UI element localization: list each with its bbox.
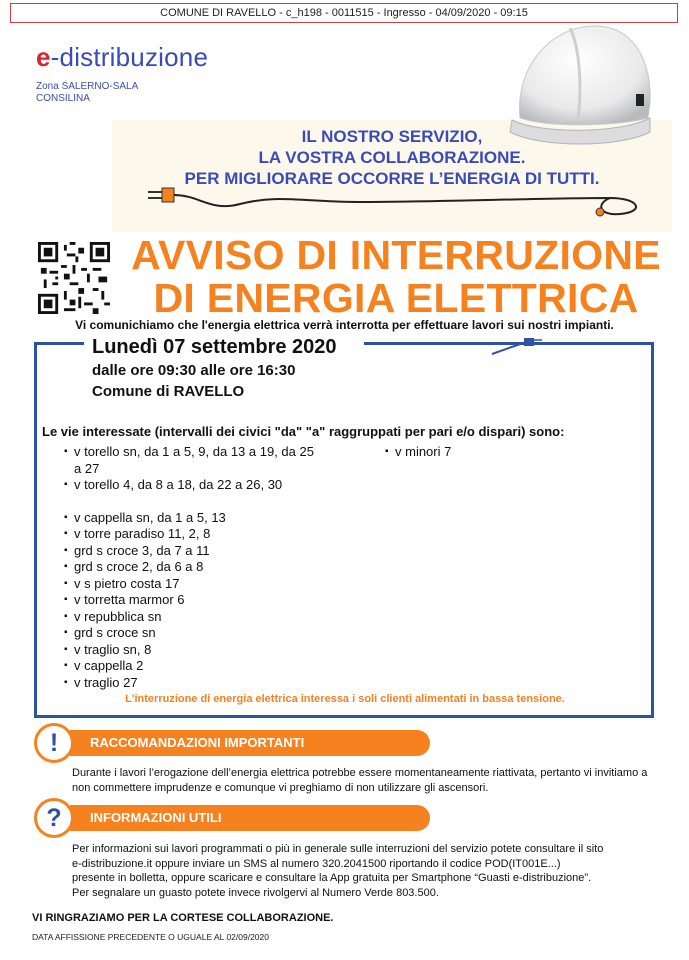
slogan-line: IL NOSTRO SERVIZIO, — [301, 127, 483, 146]
headline-line: AVVISO DI INTERRUZIONE — [131, 232, 661, 278]
zone-label: Zona SALERNO-SALA CONSILINA — [36, 81, 138, 104]
info-line: e-distribuzione.it oppure inviare un SMS al numero 320.2041500 riportando il codice POD(IT001E...) — [72, 857, 561, 870]
protocol-stamp: COMUNE DI RAVELLO - c_h198 - 0011515 - Ingresso - 04/09/2020 - 09:15 — [10, 3, 678, 23]
street-item: ▪ grd s croce 3, da 7 a 11 — [64, 543, 324, 560]
streets-intro: Le vie interessate (intervalli dei civici "da" "a" raggruppati per pari e/o dispari) sono: — [42, 424, 565, 439]
info-text — [72, 842, 672, 900]
street-item: ▪ v traglio sn, 8 — [64, 642, 324, 659]
slogan-line: PER MIGLIORARE OCCORRE L’ENERGIA DI TUTTI. — [184, 169, 600, 188]
headline-line: DI ENERGIA ELETTRICA — [153, 275, 639, 321]
info-line: Per informazioni sui lavori programmati o più in generale sulle interruzioni del servizio potete consultare il sito — [72, 843, 604, 855]
street-item: ▪ v s pietro costa 17 — [64, 576, 324, 593]
street-item: ▪ v cappella sn, da 1 a 5, 13 — [64, 510, 324, 527]
interruption-date: Lunedì 07 settembre 2020 — [92, 336, 337, 358]
cable-decoration — [488, 334, 548, 358]
intro-text: Vi comunichiamo che l'energia elettrica verrà interrotta per effettuare lavori sui nostri impianti. — [75, 318, 614, 332]
posting-date: DATA AFFISSIONE PRECEDENTE O UGUALE AL 02/09/2020 — [32, 932, 269, 942]
question-mark-icon: ? — [34, 798, 74, 838]
cable-plug-decoration — [140, 172, 660, 222]
thanks-text: VI RINGRAZIAMO PER LA CORTESE COLLABORAZIONE. — [32, 912, 334, 924]
street-item: ▪ grd s croce sn — [64, 625, 324, 642]
street-item: ▪ v torello 4, da 8 a 18, da 22 a 26, 30 — [64, 477, 324, 494]
street-item: ▪ v minori 7 — [385, 444, 451, 461]
street-item: ▪ v torretta marmor 6 — [64, 592, 324, 609]
recommendations-title: RACCOMANDAZIONI IMPORTANTI — [70, 730, 430, 756]
street-item: ▪ v traglio 27 — [64, 675, 324, 692]
street-item: ▪ grd s croce 2, da 6 a 8 — [64, 559, 324, 576]
street-item: ▪ v torre paradiso 11, 2, 8 — [64, 526, 324, 543]
street-item: ▪ v torello sn, da 1 a 5, 9, da 13 a 19, da 25 a 27 — [64, 444, 324, 477]
qr-code — [38, 242, 110, 314]
e-distribuzione-logo: e-distribuzione — [36, 42, 209, 72]
municipality: Comune di RAVELLO — [92, 383, 245, 400]
street-item: ▪ v cappella 2 — [64, 658, 324, 675]
streets-list-1 — [64, 444, 324, 691]
info-line: presente in bolletta, oppure scaricare e consultare la App gratuita per Smartphone “Guasti e-distribuzione”. — [72, 872, 592, 884]
low-voltage-note: L'interruzione di energia elettrica interessa i soli clienti alimentati in bassa tensione. — [125, 693, 565, 705]
slogan-line: LA VOSTRA COLLABORAZIONE. — [258, 148, 526, 167]
streets-list-2 — [385, 444, 451, 461]
info-line: Per segnalare un guasto potete invece rivolgervi al Numero Verde 803.500. — [72, 886, 439, 899]
interruption-times: dalle ore 09:30 alle ore 16:30 — [92, 362, 296, 379]
exclamation-icon: ! — [34, 723, 74, 763]
recommendations-text: Durante i lavori l’erogazione dell’energia elettrica potrebbe essere momentaneamente riattivata, pertanto vi invitiamo a non commettere imprudenze e comunque vi preghiamo di non utilizzare gli ascensori. — [72, 767, 648, 794]
notice-headline — [116, 234, 676, 320]
street-item: ▪ v repubblica sn — [64, 609, 324, 626]
info-title: INFORMAZIONI UTILI — [70, 805, 430, 831]
